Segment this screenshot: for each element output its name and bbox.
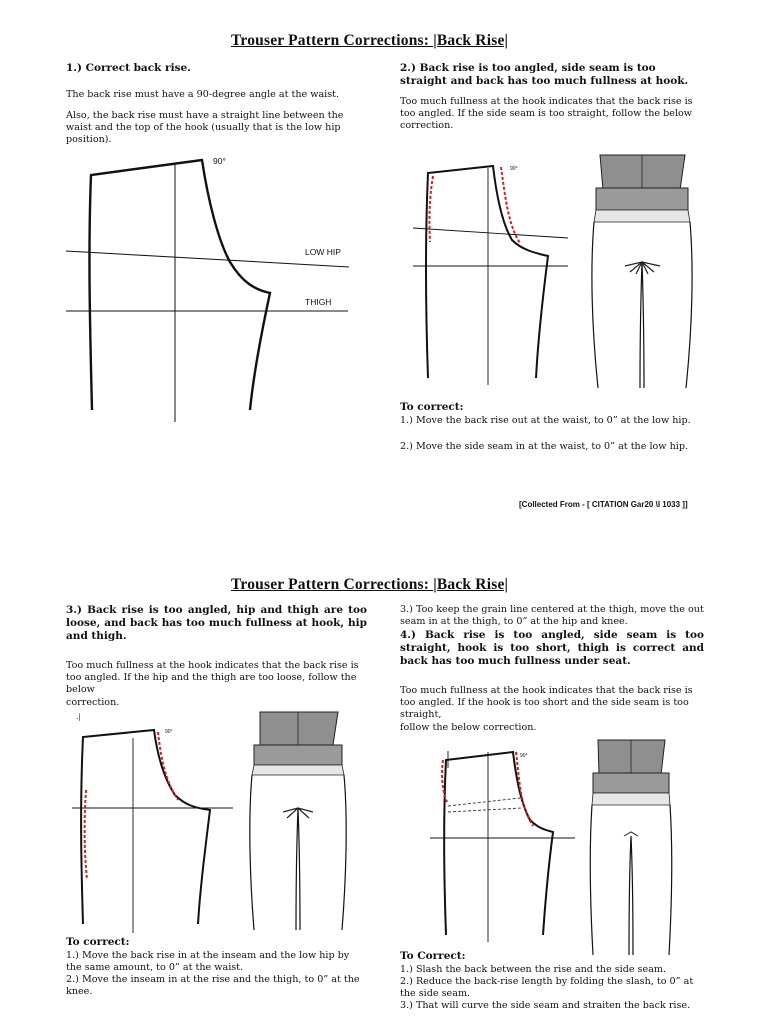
section-3-heading: 3.) Back rise is too angled, hip and thigh are too loose, and back has too much fullness at hook, hip and thigh. [66,604,367,642]
page-2-title: Trouser Pattern Corrections: |Back Rise| [231,576,509,593]
section-2-step-2: 2.) Move the side seam in at the waist, to 0” at the low hip. [400,441,689,452]
section-4-heading: 4.) Back rise is too angled, side seam is too straight, hook is too short, thigh is correct and back has too much fullness under seat. [400,629,704,667]
section-2-heading: 2.) Back rise is too angled, side seam is too straight and back has too much fullness at hook. [400,62,689,87]
page-title: Trouser Pattern Corrections: |Back Rise| [231,32,509,49]
thigh-label: THIGH [305,297,332,307]
fold-wrinkles [624,832,638,836]
section-3-correct-heading: To correct: [66,936,130,948]
angle-90-label: 90° [510,166,518,172]
section-4-text-b: follow the below correction. [400,722,537,731]
section-4-text: Too much fullness at the hook indicates that the back rise is too angled. If the hook is too short and the side seam is too straight, [400,685,693,721]
section-3-text-b: correction. [66,697,120,708]
angle-90-label: 90° [520,753,528,759]
section-1-text-1: The back rise must have a 90-degree angle at the waist. [66,89,340,100]
section-2-step-1: 1.) Move the back rise out at the waist, to 0” at the low hip. [400,415,691,426]
section-4-step-1: 1.) Slash the back between the rise and the side seam. [400,964,667,975]
section-2-correct-heading: To correct: [400,401,464,413]
section-3-step-3: 3.) Too keep the grain line centered at the thigh, move the out seam in at the thigh, to 0” at the hip and knee. [400,604,704,628]
angle-90-label: 90° [165,729,173,735]
section-4-step-2: 2.) Reduce the back-rise length by folding the slash, to 0” at the side seam. [400,976,694,1000]
citation: [Collected From - [ CITATION Gar20 \l 1033 ]] [519,500,688,509]
stray-mark: .| [76,713,81,721]
section-4-correct-heading: To Correct: [400,950,466,962]
section-4-step-3: 3.) That will curve the side seam and straiten the back rise. [400,1000,691,1011]
section-1-text-2: Also, the back rise must have a straight line between the waist and the top of the hook (usually that is the low hip position). [66,110,344,146]
section-3-step-1: 1.) Move the back rise in at the inseam and the low hip by the same amount, to 0” at the waist. [66,950,350,974]
waistband [593,773,669,793]
section-1-heading: 1.) Correct back rise. [66,62,191,74]
section-2-text: Too much fullness at the hook indicates that the back rise is too angled. If the side seam is too straight, follow the below correction. [400,96,693,132]
trouser-legs [590,805,672,955]
section-3-text: Too much fullness at the hook indicates that the back rise is too angled. If the hip and the thigh are too loose, follow the below [66,660,359,696]
section-3-step-2: 2.) Move the inseam in at the rise and the thigh, to 0” at the knee. [66,974,360,998]
angle-90-label: 90° [213,156,226,166]
low-hip-label: LOW HIP [305,247,341,257]
